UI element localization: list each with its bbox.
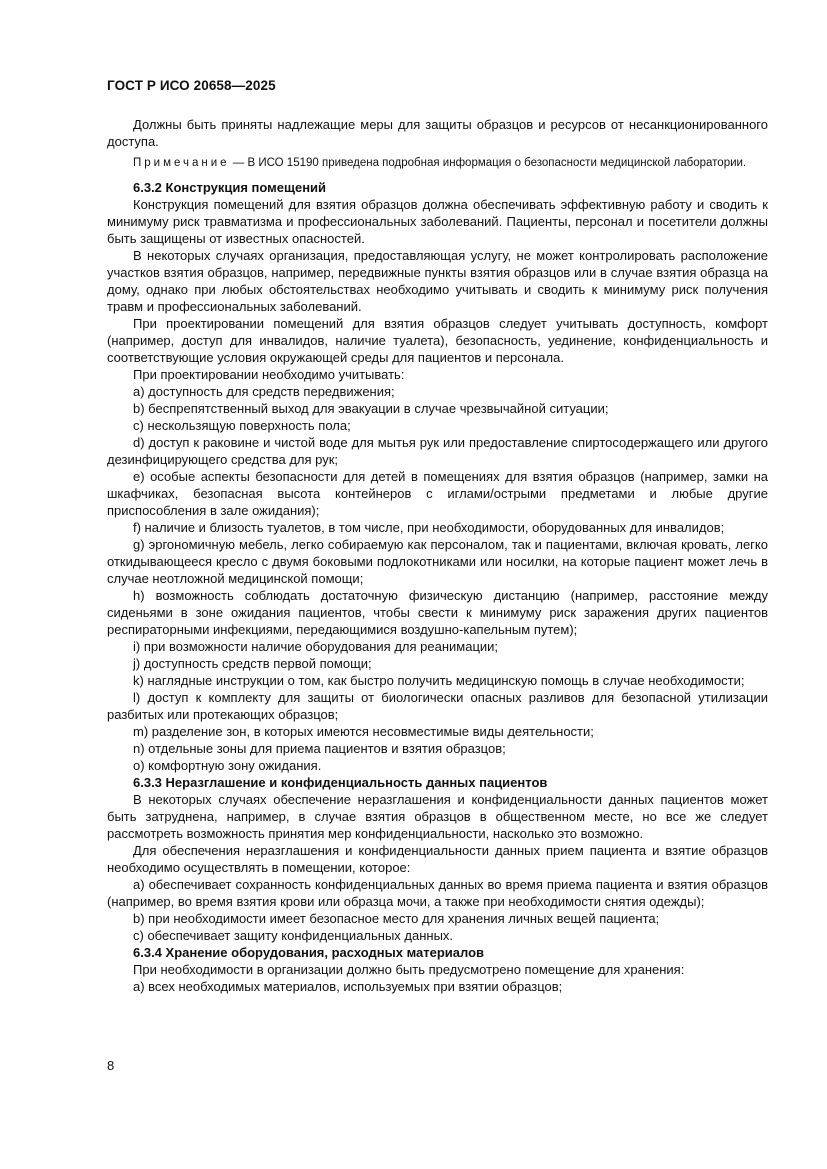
- section-heading-6-3-2: 6.3.2 Конструкция помещений: [133, 180, 327, 195]
- list-item: c) нескользящую поверхность пола;: [133, 418, 351, 433]
- document-header: ГОСТ Р ИСО 20658—2025: [107, 78, 276, 93]
- note: [107, 156, 768, 171]
- list-item: m) разделение зон, в которых имеются несовместимые виды деятельности;: [133, 724, 594, 739]
- note-label: Примечание: [133, 157, 230, 169]
- list-item: b) при необходимости имеет безопасное место для хранения личных вещей пациента;: [133, 911, 660, 926]
- page-number: 8: [107, 1058, 115, 1073]
- paragraph: При необходимости в организации должно быть предусмотрено помещение для хранения:: [133, 962, 685, 977]
- list-item: i) при возможности наличие оборудования для реанимации;: [133, 639, 499, 654]
- list-item: g) эргономичную мебель, легко собираемую как персоналом, так и пациентами, включая кровать, легко откидывающееся кресло с двумя боковыми подлокотниками или носилки, на которые пациент может лечь в случае неотложной медицинской помощи;: [107, 537, 768, 586]
- paragraph: В некоторых случаях организация, предоставляющая услугу, не может контролировать расположение участков взятия образцов, например, передвижные пункты взятия образцов или в случае взятия образца на дому, однако при любых обстоятельствах необходимо учитывать и сводить к минимуму риск получения травм и профессиональных заболеваний.: [107, 248, 768, 314]
- note-text: — В ИСО 15190 приведена подробная информация о безопасности медицинской лаборатории.: [229, 157, 747, 169]
- list-item: c) обеспечивает защиту конфиденциальных данных.: [133, 928, 454, 943]
- intro-paragraph: Должны быть приняты надлежащие меры для защиты образцов и ресурсов от несанкционированного доступа.: [107, 117, 768, 149]
- list-item: k) наглядные инструкции о том, как быстро получить медицинскую помощь в случае необходимости;: [133, 673, 745, 688]
- list-item: l) доступ к комплекту для защиты от биологически опасных разливов для безопасной утилизации разбитых или протекающих образцов;: [107, 690, 768, 722]
- list-item: a) всех необходимых материалов, используемых при взятии образцов;: [133, 979, 563, 994]
- list-item: b) беспрепятственный выход для эвакуации в случае чрезвычайной ситуации;: [133, 401, 609, 416]
- section-heading-6-3-3: 6.3.3 Неразглашение и конфиденциальность данных пациентов: [133, 775, 548, 790]
- paragraph: При проектировании помещений для взятия образцов следует учитывать доступность, комфорт (например, доступ для инвалидов, наличие туалета), безопасность, уединение, конфиденциальность и соответствующие условия окружающей среды для пациентов и персонала.: [107, 316, 768, 365]
- list-item: j) доступность средств первой помощи;: [133, 656, 372, 671]
- list-item: f) наличие и близость туалетов, в том числе, при необходимости, оборудованных для инвалидов;: [133, 520, 725, 535]
- list-item: e) особые аспекты безопасности для детей в помещениях для взятия образцов (например, замки на шкафчиках, безопасная высота контейнеров с иглами/острыми предметами и любые другие приспособления в зале ожидания);: [107, 469, 768, 518]
- list-item: d) доступ к раковине и чистой воде для мытья рук или предоставление спиртосодержащего или другого дезинфицирующего средства для рук;: [107, 435, 768, 467]
- document-body: [107, 116, 768, 995]
- paragraph: Для обеспечения неразглашения и конфиденциальности данных прием пациента и взятие образцов необходимо осуществлять в помещении, которое:: [107, 843, 768, 875]
- section-heading-6-3-4: 6.3.4 Хранение оборудования, расходных материалов: [133, 945, 485, 960]
- paragraph: В некоторых случаях обеспечение неразглашения и конфиденциальности данных пациентов может быть затруднена, например, в случае взятия образцов в общественном месте, но все же следует рассмотреть возможность принятия мер конфиденциальности, насколько это возможно.: [107, 792, 768, 841]
- list-item: n) отдельные зоны для приема пациентов и взятия образцов;: [133, 741, 506, 756]
- paragraph: При проектировании необходимо учитывать:: [133, 367, 405, 382]
- list-item: h) возможность соблюдать достаточную физическую дистанцию (например, расстояние между сиденьями в зоне ожидания пациентов, чтобы свести к минимуму риск заражения других пациентов респираторными инфекциями, передающимися воздушно-капельным путем);: [107, 588, 768, 637]
- list-item: a) обеспечивает сохранность конфиденциальных данных во время приема пациента и взятия образцов (например, во время взятия крови или образца мочи, а также при необходимости снятия одежды);: [107, 877, 768, 909]
- list-item: o) комфортную зону ожидания.: [133, 758, 322, 773]
- list-item: a) доступность для средств передвижения;: [133, 384, 395, 399]
- paragraph: Конструкция помещений для взятия образцов должна обеспечивать эффективную работу и сводить к минимуму риск травматизма и профессиональных заболеваний. Пациенты, персонал и посетители должны быть защищены от известных опасностей.: [107, 197, 768, 246]
